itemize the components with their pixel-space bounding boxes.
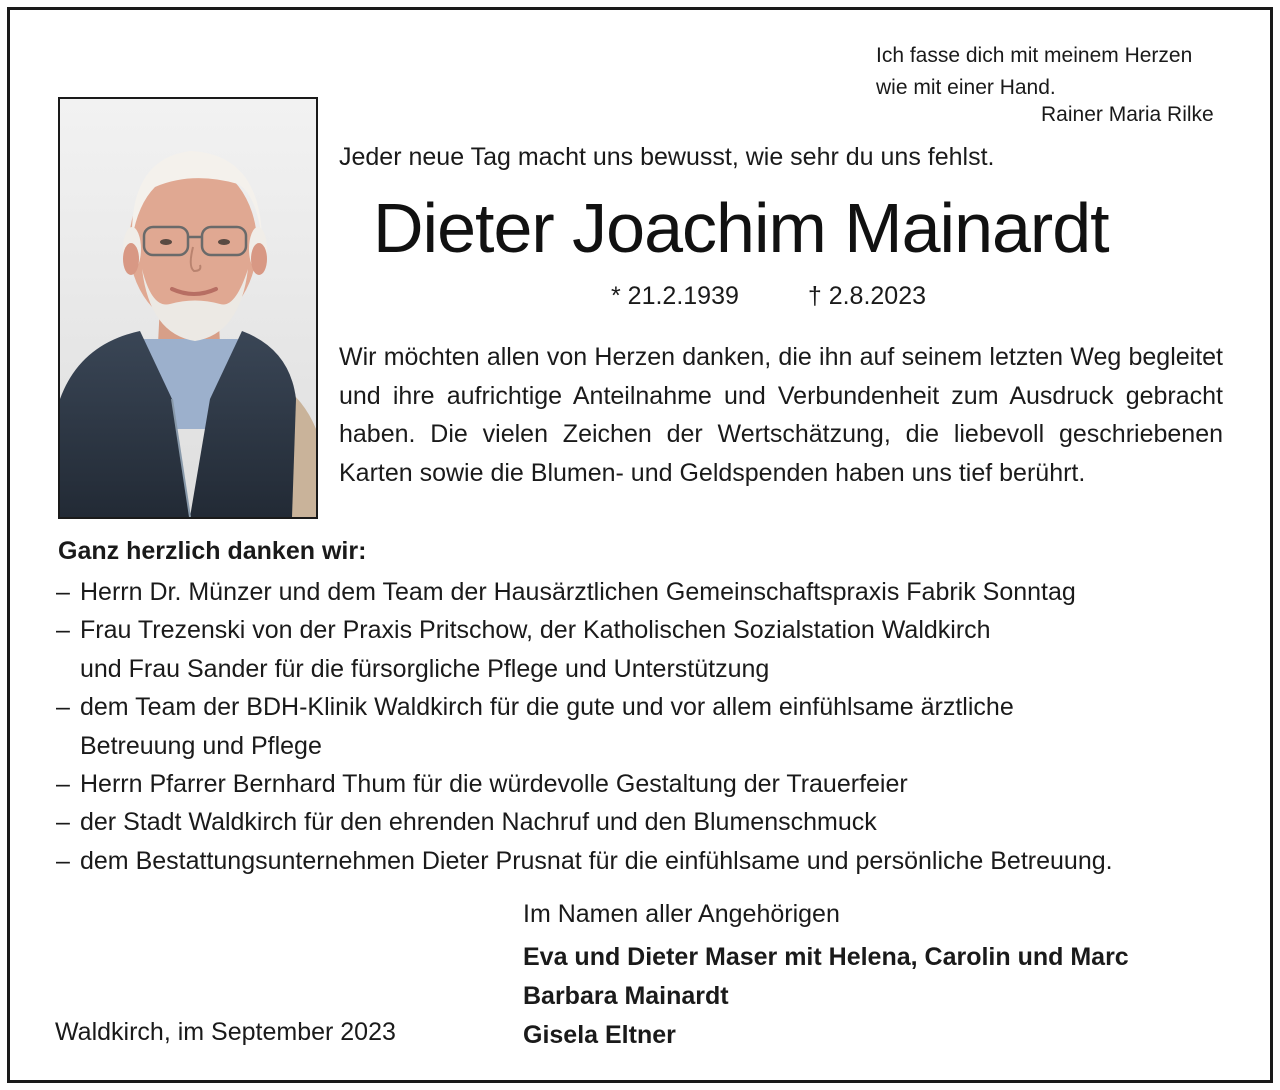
list-item-line: Frau Trezenski von der Praxis Pritschow, der Katholischen Sozialstation Waldkirch bbox=[80, 616, 991, 645]
death-date: † 2.8.2023 bbox=[807, 282, 927, 310]
list-item-line: der Stadt Waldkirch für den ehrenden Nachruf und den Blumenschmuck bbox=[80, 808, 877, 837]
list-item bbox=[56, 688, 1236, 765]
signature-intro: Im Namen aller Angehörigen bbox=[523, 900, 840, 928]
thanks-paragraph: Wir möchten allen von Herzen danken, die ihn auf seinem letzten Weg begleitet und ihre aufrichtige Anteilnahme und Verbundenheit zum Ausdruck gebracht haben. Die vielen Zeichen der Wertschätzung, die liebevoll geschriebenen Karten sowie die Blumen- und Geldspenden haben uns tief berührt. bbox=[339, 343, 1223, 487]
quote-author: Rainer Maria Rilke bbox=[1041, 103, 1214, 126]
birth-date: * 21.2.1939 bbox=[611, 282, 739, 310]
list-item bbox=[56, 573, 1236, 611]
list-item bbox=[56, 842, 1236, 880]
deceased-name: Dieter Joachim Mainardt bbox=[373, 189, 1109, 267]
list-item bbox=[56, 765, 1236, 803]
quote-line-1: Ich fasse dich mit meinem Herzen bbox=[876, 44, 1193, 67]
mourner-name: Gisela Eltner bbox=[523, 1021, 676, 1049]
thanks-heading: Ganz herzlich danken wir: bbox=[58, 537, 367, 565]
mourner-name: Barbara Mainardt bbox=[523, 982, 729, 1010]
list-item-line: und Frau Sander für die fürsorgliche Pflege und Unterstützung bbox=[80, 654, 770, 683]
mourner-names bbox=[523, 938, 1129, 1055]
life-dates bbox=[611, 282, 926, 311]
list-item bbox=[56, 803, 1236, 841]
dash-marker: – bbox=[56, 578, 70, 606]
list-item-line: dem Bestattungsunternehmen Dieter Prusnat für die einfühlsame und persönliche Betreuung. bbox=[80, 846, 1113, 875]
intro-sentence: Jeder neue Tag macht uns bewusst, wie sehr du uns fehlst. bbox=[339, 143, 995, 171]
dash-marker: – bbox=[56, 693, 70, 722]
portrait-illustration bbox=[60, 99, 316, 517]
list-item-line: Herrn Dr. Münzer und dem Team der Hausärztlichen Gemeinschaftspraxis Fabrik Sonntag bbox=[80, 578, 1076, 606]
dash-marker: – bbox=[56, 846, 70, 875]
list-item-line: dem Team der BDH-Klinik Waldkirch für die gute und vor allem einfühlsame ärztliche bbox=[80, 693, 1014, 722]
portrait-photo bbox=[58, 97, 318, 519]
obituary-frame bbox=[7, 7, 1273, 1083]
place-date: Waldkirch, im September 2023 bbox=[55, 1018, 396, 1046]
list-item-line: Herrn Pfarrer Bernhard Thum für die würdevolle Gestaltung der Trauerfeier bbox=[80, 770, 908, 799]
mourner-name: Eva und Dieter Maser mit Helena, Carolin und Marc bbox=[523, 943, 1129, 971]
dash-marker: – bbox=[56, 808, 70, 837]
list-item bbox=[56, 611, 1236, 688]
dash-marker: – bbox=[56, 616, 70, 645]
dash-marker: – bbox=[56, 770, 70, 799]
rilke-quote bbox=[876, 40, 1192, 104]
quote-line-2: wie mit einer Hand. bbox=[876, 76, 1056, 99]
thanks-list bbox=[56, 573, 1236, 880]
list-item-line: Betreuung und Pflege bbox=[80, 731, 322, 760]
